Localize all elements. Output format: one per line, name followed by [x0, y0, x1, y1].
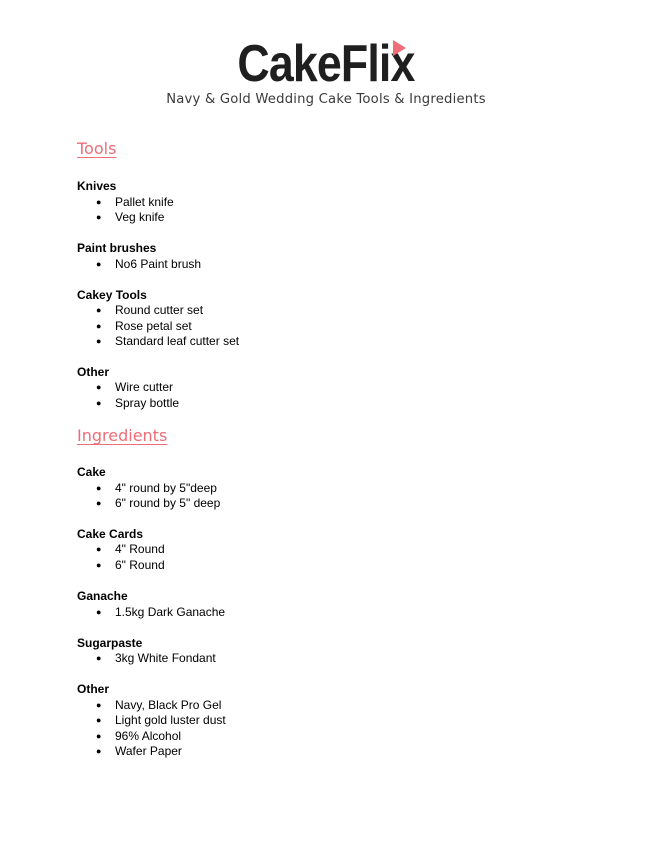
list-item: ● Spray bottle	[96, 396, 180, 410]
list-item: ● Wire cutter	[96, 380, 174, 394]
bullet-icon: ●	[96, 382, 102, 392]
group-heading-knives: Knives	[77, 179, 117, 193]
bullet-icon: ●	[96, 560, 102, 570]
bullet-icon: ●	[96, 498, 102, 508]
list-item: ● Rose petal set	[96, 319, 192, 333]
list-item: ● 6" round by 5" deep	[96, 496, 221, 510]
list-item: ● Light gold luster dust	[96, 713, 226, 727]
bullet-icon: ●	[96, 212, 102, 222]
list-item: ● Navy, Black Pro Gel	[96, 698, 222, 712]
list-item: ● Veg knife	[96, 210, 165, 224]
list-item: ● Pallet knife	[96, 195, 174, 209]
group-heading-cake-cards: Cake Cards	[77, 527, 144, 541]
bullet-icon: ●	[96, 715, 102, 725]
bullet-icon: ●	[96, 305, 102, 315]
bullet-icon: ●	[96, 259, 102, 269]
bullet-icon: ●	[96, 746, 102, 756]
page-subtitle: Navy & Gold Wedding Cake Tools & Ingredients	[166, 92, 486, 107]
group-heading-cakey-tools: Cakey Tools	[77, 288, 147, 302]
play-triangle-icon	[393, 40, 406, 56]
list-item: ● Wafer Paper	[96, 744, 182, 758]
list-item: ● Standard leaf cutter set	[96, 334, 240, 348]
bullet-icon: ●	[96, 544, 102, 554]
group-heading-other-tools: Other	[77, 365, 110, 379]
logo-wordmark: CakeFlix	[237, 35, 415, 93]
bullet-icon: ●	[96, 607, 102, 617]
list-item: ● 4" round by 5"deep	[96, 481, 217, 495]
list-item: ● 96% Alcohol	[96, 729, 182, 743]
list-item: ● Round cutter set	[96, 303, 204, 317]
section-title-ingredients: Ingredients	[77, 426, 168, 445]
bullet-icon: ●	[96, 653, 102, 663]
logo	[0, 36, 652, 92]
section-title-tools: Tools	[77, 139, 117, 158]
bullet-icon: ●	[96, 321, 102, 331]
list-item: ● 1.5kg Dark Ganache	[96, 605, 226, 619]
bullet-icon: ●	[96, 398, 102, 408]
group-heading-other-ingredients: Other	[77, 682, 110, 696]
list-item: ● 3kg White Fondant	[96, 651, 216, 665]
bullet-icon: ●	[96, 336, 102, 346]
group-heading-ganache: Ganache	[77, 589, 128, 603]
bullet-icon: ●	[96, 197, 102, 207]
list-item: ● 6" Round	[96, 558, 165, 572]
list-item: ● No6 Paint brush	[96, 257, 202, 271]
group-heading-paint-brushes: Paint brushes	[77, 241, 157, 255]
group-heading-cake: Cake	[77, 465, 106, 479]
bullet-icon: ●	[96, 731, 102, 741]
group-heading-sugarpaste: Sugarpaste	[77, 636, 143, 650]
list-item: ● 4" Round	[96, 542, 165, 556]
bullet-icon: ●	[96, 483, 102, 493]
bullet-icon: ●	[96, 700, 102, 710]
